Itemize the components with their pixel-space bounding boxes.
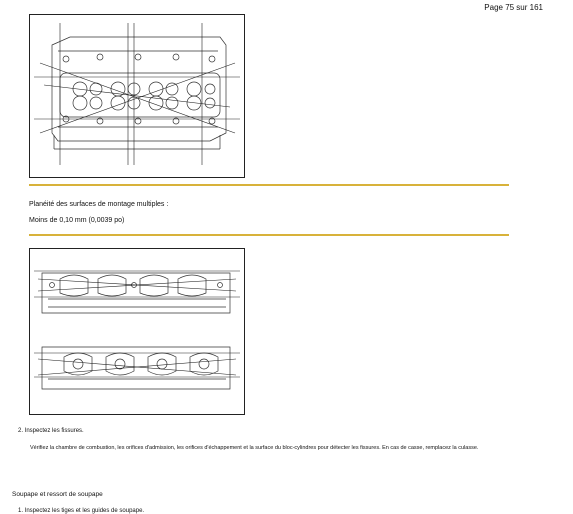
cylinder-head-diagram: [29, 14, 245, 178]
flatness-value: Moins de 0,10 mm (0,0039 po): [29, 217, 125, 224]
step-inspect-cracks: 2. Inspectez les fissures.: [18, 428, 84, 434]
cylinder-head-drawing: [30, 15, 244, 177]
page-number: Page 75 sur 161: [484, 3, 543, 12]
manifold-surfaces-drawing: [30, 249, 244, 414]
manifold-surfaces-diagram: [29, 248, 245, 415]
section-title: Soupape et ressort de soupape: [12, 491, 103, 498]
divider-top: [29, 184, 509, 186]
step-inspect-cracks-description: Vérifiez la chambre de combustion, les orifices d'admission, les orifices d'échappement et la surface du bloc-cylindres pour détecter les fissures. En cas de casse, remplacez la culasse.: [30, 445, 479, 451]
divider-bottom: [29, 234, 509, 236]
flatness-label: Planéité des surfaces de montage multiples :: [29, 201, 169, 208]
step-inspect-valve-stems: 1. Inspectez les tiges et les guides de soupape.: [18, 508, 145, 514]
